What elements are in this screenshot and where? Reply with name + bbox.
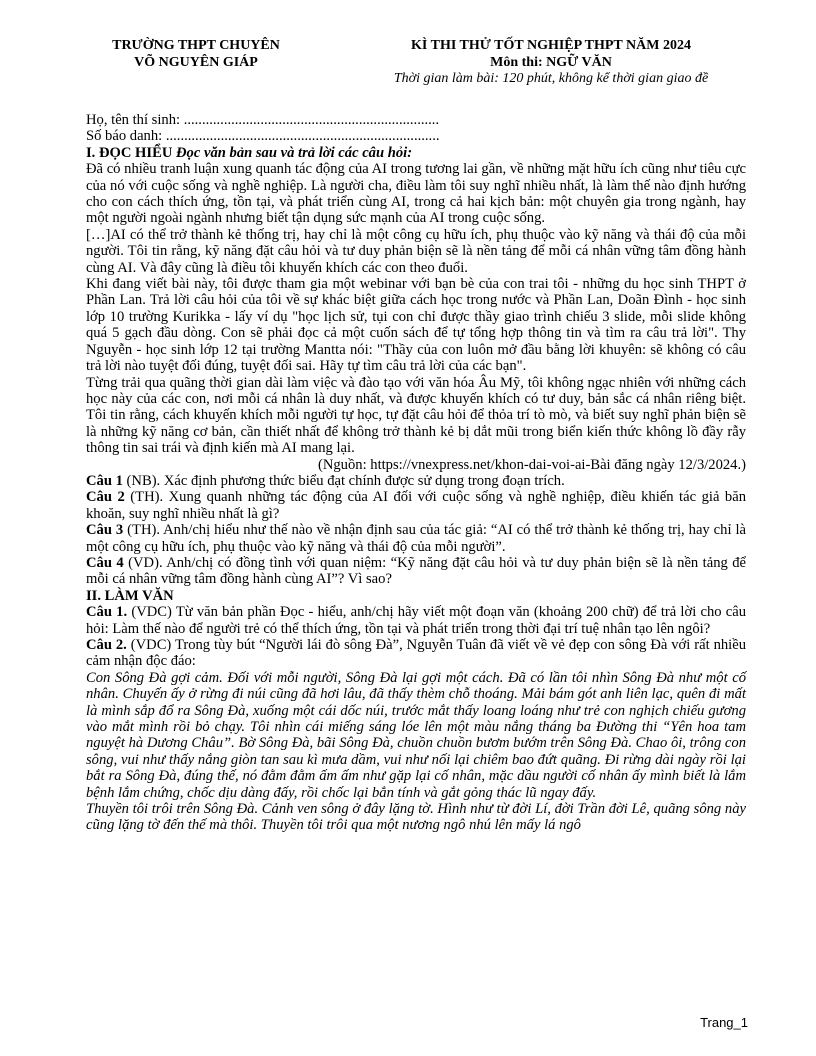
part1-heading	[86, 145, 746, 161]
question-text: (VD). Anh/chị có đồng tình với quan niệm: “Kỹ năng đặt câu hỏi và tư duy phản biện sẽ là nền tảng để mỗi cá nhân vững tâm đồng hành cùng AI”? Vì sao?	[86, 554, 746, 588]
school-line-1: TRƯỜNG THPT CHUYÊN	[112, 38, 280, 53]
passage-paragraph: […]AI có thể trở thành kẻ thống trị, hay chỉ là một công cụ hữu ích, phụ thuộc vào kỹ năng và thái độ của mỗi người. Tôi tin rằng, kỹ năng đặt câu hỏi và tư duy phản biện sẽ là nền tảng để mỗi cá nhân vững tâm đồng hành cùng AI. Và đây cũng là điều tôi khuyến khích các con theo đuổi.	[86, 226, 746, 276]
school-name	[96, 38, 296, 71]
question-1	[86, 473, 746, 489]
question-text: (NB). Xác định phương thức biểu đạt chính được sử dụng trong đoạn trích.	[122, 472, 565, 489]
school-line-2: VÕ NGUYÊN GIÁP	[134, 54, 258, 70]
exam-subject: Môn thi: NGỮ VĂN	[490, 54, 612, 70]
question-4	[86, 555, 746, 588]
essay-question-1	[86, 604, 746, 637]
question-text: (VDC) Từ văn bản phần Đọc - hiểu, anh/chị hãy viết một đoạn văn (khoảng 200 chữ) để trả lời cho câu hỏi: Làm thế nào để người trẻ có thể thích ứng, tồn tại và phát triển trong thời đại trí tuệ nhân tạo lên ngôi?	[86, 604, 746, 637]
excerpt-paragraph: Thuyền tôi trôi trên Sông Đà. Cảnh ven sông ở đây lặng tờ. Hình như từ đời Lí, đời Trần đời Lê, quãng sông này cũng lặng tờ đến thế mà thôi. Thuyền tôi trôi qua một nương ngô nhú lên mấy lá ngô	[86, 801, 746, 834]
question-label: Câu 3	[86, 522, 124, 539]
passage-source: (Nguồn: https://vnexpress.net/khon-dai-voi-ai-Bài đăng ngày 12/3/2024.)	[317, 456, 746, 473]
question-label: Câu 4	[86, 554, 124, 571]
page-number: Trang_1	[700, 1015, 748, 1030]
essay-question-2	[86, 637, 746, 670]
question-text: (VDC) Trong tùy bút “Người lái đò sông Đà”, Nguyễn Tuân đã viết về vẻ đẹp con sông Đà với rất nhiều cảm nhận độc đáo:	[86, 637, 746, 670]
part2-heading: II. LÀM VĂN	[86, 587, 174, 604]
passage-paragraph: Khi đang viết bài này, tôi được tham gia một webinar với bạn bè của con trai tôi - những du học sinh THPT ở Phần Lan. Trả lời câu hỏi của tôi về sự khác biệt giữa cách học trong nước và Phần Lan, Doãn Đình - học sinh lớp 10 trường Kurikka - lấy ví dụ "học lịch sử, tụi con chỉ được thầy giao trình chiếu 3 slide, mỗi slide không quá 5 gạch đầu dòng. Con sẽ phải đọc cả một cuốn sách để tự tổng hợp thông tin và tìm ra câu trả lời". Thy Nguyễn - học sinh lớp 12 tại trường Mantta nói: "Thầy của con luôn mở đầu bằng lời khuyên: sẽ không có câu trả lời nào tuyệt đối đúng, tuyệt đối sai. Hãy tự tìm câu trả lời của các bạn".	[86, 276, 746, 375]
excerpt-paragraph: Con Sông Đà gợi cảm. Đối với mỗi người, Sông Đà lại gợi một cách. Đã có lần tôi nhìn Sông Đà như một cố nhân. Chuyến ấy ở rừng đi núi cũng đã hơi lâu, đã thấy thèm chỗ thoáng. Mải bám gót anh liên lạc, quên đi mất là mình sắp đổ ra Sông Đà, xuống một cái dốc núi, trước mắt thấy loang loáng như trẻ con nghịch chiếu gương vào mắt mình rồi bỏ chạy. Tôi nhìn cái miếng sáng lóe lên một màu nắng tháng ba Đường thi “Yên hoa tam nguyệt hà Dương Châu”. Bờ Sông Đà, bãi Sông Đà, chuồn chuồn bươm bướm trên Sông Đà. Chao ôi, trông con sông, vui như thấy nắng giòn tan sau kì mưa dầm, vui như nối lại chiêm bao đứt quãng. Đi rừng dài ngày rồi lại bắt ra Sông Đà, đúng thế, nó đằm đằm ấm ấm như gặp lại cố nhân, mặc dầu người cố nhân ấy mình biết là lắm bệnh lắm chứng, chốc dịu dàng đấy, rồi chốc lại bẳn tính và gắt gỏng thác lũ ngay đấy.	[86, 669, 746, 801]
exam-header	[86, 38, 746, 94]
exam-body	[86, 112, 746, 834]
student-name-line: Họ, tên thí sinh: ......................................................................	[86, 112, 440, 128]
passage-paragraph: Đã có nhiều tranh luận xung quanh tác động của AI trong tương lai gần, về những mặt hữu ích cũng như tiêu cực của nó với cuộc sống và nghề nghiệp. Là người cha, điều làm tôi suy nghĩ nhiều nhất, là làm thế nào định hướng cho con cách thích ứng, tồn tại, và phát triển cùng AI, trong cả hai kịch bản: một chuyên gia trong ngành, hay một người ngoài ngành nhưng biết tận dụng sức mạnh của AI trong cuộc sống.	[86, 161, 746, 227]
exam-info	[351, 38, 751, 88]
exam-title: KÌ THI THỬ TỐT NGHIỆP THPT NĂM 2024	[411, 38, 691, 53]
question-text: (TH). Xung quanh những tác động của AI đối với cuộc sống và nghề nghiệp, điều khiến tác giả băn khoăn, suy nghĩ nhiều nhất là gì?	[86, 489, 747, 522]
question-label: Câu 2.	[86, 637, 127, 653]
student-id-line: Số báo danh: ...........................................................................	[86, 128, 440, 145]
question-3	[86, 522, 746, 555]
question-text: (TH). Anh/chị hiểu như thế nào về nhận định sau của tác giả: “AI có thể trở thành kẻ thống trị, hay chỉ là một công cụ hữu ích, phụ thuộc vào kỹ năng và thái độ của mỗi người”.	[86, 522, 746, 555]
question-2	[86, 489, 746, 522]
question-label: Câu 1	[86, 472, 123, 489]
part1-title: I. ĐỌC HIỂU	[86, 144, 173, 161]
question-label: Câu 1.	[86, 604, 128, 621]
exam-time: Thời gian làm bài: 120 phút, không kể thời gian giao đề	[393, 71, 709, 86]
passage-paragraph: Từng trải qua quãng thời gian dài làm việc và đào tạo với văn hóa Âu Mỹ, tôi không ngạc nhiên với những cách học này của các con, nơi mỗi cá nhân là duy nhất, và được khuyến khích có tư duy, bản sắc cá nhân riêng biệt. Tôi tin rằng, cách khuyến khích mỗi người tự học, tự đặt câu hỏi để thỏa trí tò mò, và biết suy nghĩ phản biện sẽ là những kỹ năng cơ bản, cần thiết nhất để không trở thành kẻ bị dắt mũi trong biển kiến thức không lồ đầy rẫy thông tin sai trái và định kiến mà AI mang lại.	[86, 374, 746, 457]
question-label: Câu 2	[86, 489, 125, 506]
part1-instruction: Đọc văn bản sau và trả lời các câu hỏi:	[176, 144, 413, 161]
